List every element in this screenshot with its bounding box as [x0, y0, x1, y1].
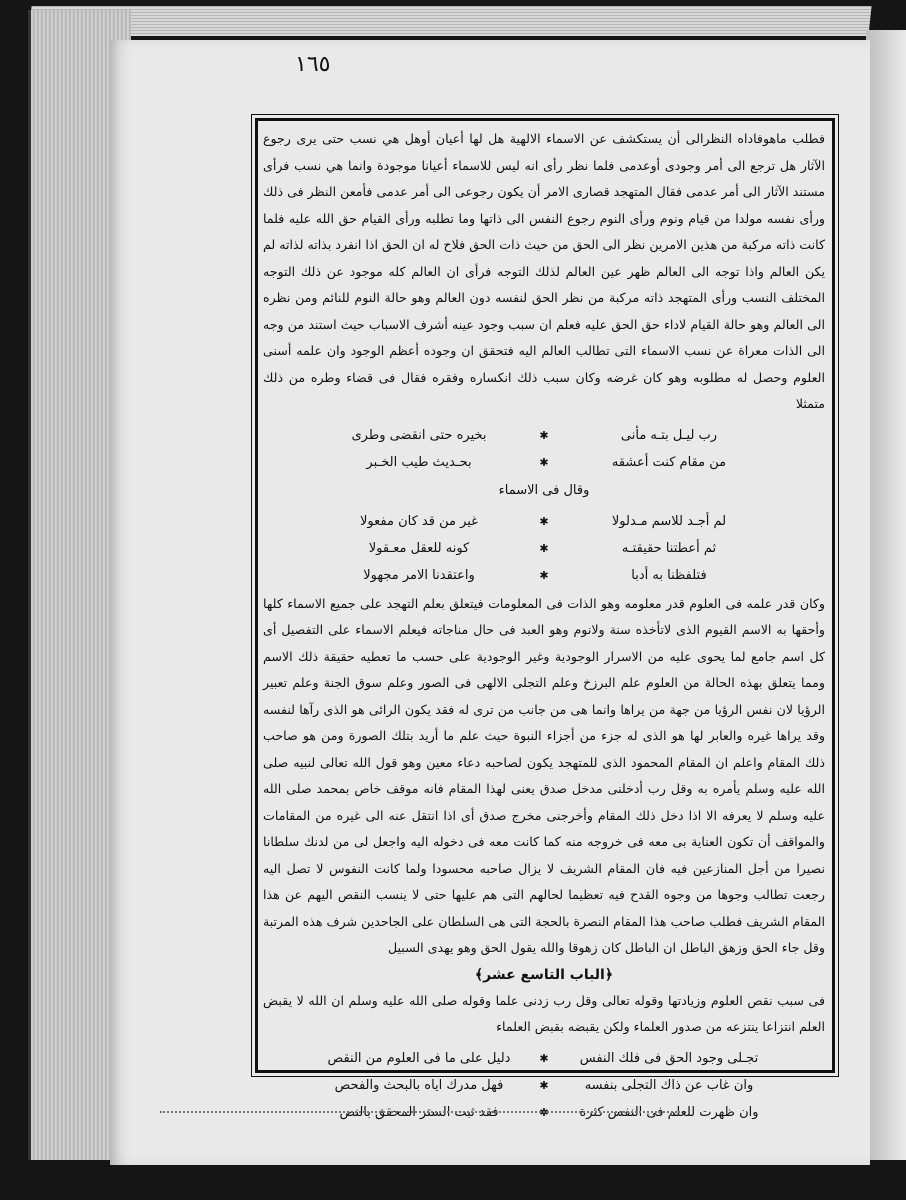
verse-hemistich: ثم أعطتنا حقيقتـه [621, 540, 717, 556]
verse-group [263, 508, 825, 589]
verse-line [263, 1072, 825, 1099]
verse-hemistich: كونه للعقل معـقولا [368, 540, 470, 556]
book-top-edge [28, 6, 871, 36]
facing-page-edge [866, 30, 906, 1160]
verse-group [263, 1045, 825, 1126]
verse-line [263, 508, 825, 535]
verse-hemistich: من مقام كنت أعشقه [611, 454, 727, 470]
verse-hemistich: فهل مدرك اياه بالبحث والفحص [334, 1077, 504, 1093]
verse-hemistich: واعتقدنا الامر مجهولا [363, 567, 475, 583]
page-bottom-ornament [160, 1105, 680, 1113]
verse-intro: وقال فى الاسماء [498, 482, 590, 498]
verse-separator-icon: ✱ [539, 1051, 549, 1065]
verse-hemistich: غير من قد كان مفعولا [360, 513, 478, 529]
verse-hemistich: تجـلى وجود الحق فى فلك النفس [579, 1050, 759, 1066]
verse-hemistich: وان غاب عن ذاك التجلى بنفسه [584, 1077, 754, 1093]
verse-hemistich: بخيره حتى انقضى وطرى [351, 427, 487, 443]
verse-separator-icon: ✱ [539, 455, 549, 469]
verse-hemistich: لم أجـد للاسم مـدلولا [611, 513, 727, 529]
verse-separator-icon: ✱ [539, 514, 549, 528]
verse-separator-icon: ✱ [539, 428, 549, 442]
paragraph: فطلب ماهوفاداه النظرالى أن يستكشف عن الاسماء الالهية هل لها أعيان أوهل هي نسب حتى يرى رجوع الآثار هل ترجع الى أمر وجودى أوعدمى فلما نظر رأى انه ليس للاسماء أعيانا موجودة وانما هي نسب فرأى مستند الآثار الى أمر عدمى فقال المتهجد قصارى الامر أن يكون رجوعى الى أمر عدمى فأمعن النظر فى ذلك ورأى نفسه مولدا من قيام ونوم ورأى النوم رجوع النفس الى ذاتها وما تطلبه ورأى القيام حق الله عليه فلما كانت ذاته مركبة من هذين الامرين نظر الى الحق من حيث ذات الحق فلاح له ان الحق اذا انفرد بذاته لذاته لم يكن العالم واذا توجه الى العالم ظهر عين العالم لذلك التوجه فرأى ان العالم كله موجود عن ذلك التوجه المختلف النسب ورأى المتهجد ذاته مركبة من نظر الحق لنفسه دون العالم وهو حالة النوم للنائم ومن نظره الى العالم وهو حالة القيام لاداء حق الحق عليه فعلم ان سبب وجود عينه أشرف الاسباب حيث استند من وجه الى الذات معراة عن نسب الاسماء التى تطالب العالم اليه فتحقق ان وجوده أعظم الوجود وان علمه أسنى العلوم وحصل له مطلوبه وهو كان غرضه وكان سبب ذلك انكساره وفقره فقال فى قضاء وطره من ذلك متمثلا [263, 131, 825, 411]
paragraph: وكان قدر علمه فى العلوم قدر معلومه وهو الذات فى المعلومات فيتعلق بعلم التهجد على جميع الاسماء كلها وأحقها به الاسم القيوم الذى لاتأخذه سنة ولانوم وهو العبد فى حال مناجاته فيعلم الاسماء على التفصيل أى كل اسم جامع لما يحوى عليه من الاسرار الوجودية وغير الوجودية على حسب ما تعطيه حقيقة ذلك الاسم ومما يتعلق بهذه الحالة من العلوم علم البرزخ وعلم التجلى الالهى فى الصور وعلم سوق الجنة وعلم تعبير الرؤيا لان نفس الرؤيا من جهة من يراها وانما هى من جانب من ترى له فقد يكون الرائى هو الذى رآها لنفسه وقد يراها غيره والعابر لها هو الذى له جزء من أجزاء النبوة حيث علم ما أريد بتلك الصورة ومن هو صاحب ذلك المقام واعلم ان المقام المحمود الذى للمتهجد يكون لصاحبه دعاء معين وهو قول الله تعالى لنبيه صلى الله عليه وسلم يأمره به وقل رب أدخلنى مدخل صدق يعنى لهذا المقام فانه موقف خاص بمحمد صلى الله عليه وسلم لا يعرفه الا اذا دخل ذلك المقام وأخرجنى مخرج صدق أى اذا انتقل عنه الى غيره من المقامات والمواقف أن تكون العناية بى معه فى خروجه منه كما كانت معه فى دخوله اليه واجعل لى من لدنك سلطانا نصيرا من أجل المنازعين فيه فان المقام الشريف لا يزال صاحبه محسودا ولما كانت النفوس لا تصل اليه رجعت تطالب وجوها من وجوه القدح فيه تعظيما لحالهم التى هم عليها حتى لا ينسب النقص اليهم عن هذا المقام الشريف فطلب صاحب هذا المقام النصرة بالحجة التى هى السلطان على الجاحدين شرف هذه المرتبة وقل جاء الحق وزهق الباطل ان الباطل كان زهوقا والله يقول الحق وهو يهدى السبيل [263, 595, 825, 955]
verse-hemistich: وان ظهرت للعلم فى النفس كثرة [579, 1104, 759, 1120]
verse-separator-icon: ✱ [539, 1078, 549, 1092]
page-number: ١٦٥ [295, 52, 331, 77]
page-body [263, 126, 825, 1120]
chapter-heading: ﴿الباب التاسع عشر﴾ [474, 966, 614, 983]
verse-separator-icon: ✱ [539, 568, 549, 582]
paragraph: فى سبب نقص العلوم وزيادتها وقوله تعالى وقل رب زدنى علما وقوله صلى الله عليه وسلم ان الله لا يقبض العلم انتزاعا ينتزعه من صدور العلماء ولكن يقبضه بقبض العلماء [263, 992, 825, 1034]
verse-separator-icon: ✱ [539, 1105, 549, 1119]
verse-line [263, 1045, 825, 1072]
verse-hemistich: فتلفظنا به أدبا [631, 567, 707, 583]
verse-hemistich: بحـديث طيب الخـبر [366, 454, 472, 470]
verse-line [263, 422, 825, 449]
verse-line [263, 562, 825, 589]
verse-hemistich: رب ليـل بتـه مأنى [620, 427, 718, 443]
verse-separator-icon: ✱ [539, 541, 549, 555]
verse-hemistich: دليل على ما فى العلوم من النقص [327, 1050, 511, 1066]
verse-hemistich: فقد ثبت الستر المحقق بالنص [339, 1104, 499, 1120]
verse-group [263, 422, 825, 476]
verse-line [263, 535, 825, 562]
verse-line [263, 449, 825, 476]
